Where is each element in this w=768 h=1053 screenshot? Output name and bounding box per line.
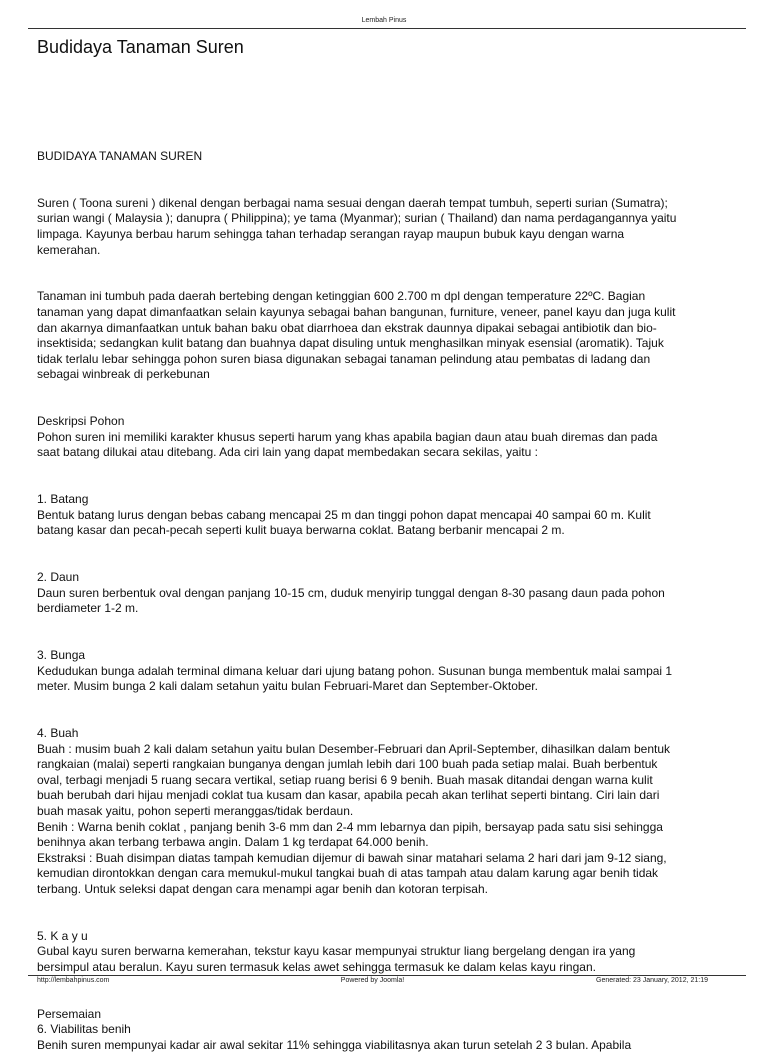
page-title: Budidaya Tanaman Suren <box>37 37 244 57</box>
bunga-section <box>37 648 717 695</box>
text-line: batang kasar dan pecah-pecah seperti kulit buaya berwarna coklat. Batang berbanir mencapai 2 m. <box>37 523 565 538</box>
header-divider <box>28 28 746 29</box>
text-line: bersimpul atau beralun. Kayu suren termasuk kelas awet sehingga termasuk ke dalam kelas kayu ringan. <box>37 959 596 974</box>
section-heading: 5. K a y u <box>37 928 88 943</box>
article-body <box>37 149 717 1053</box>
text-line: limpaga. Kayunya berbau harum sehingga tahan terhadap serangan rayap maupun bubuk kayu dengan warna <box>37 226 625 241</box>
site-name: Lembah Pinus <box>361 17 407 24</box>
text-line: Pohon suren ini memiliki karakter khusus seperti harum yang khas apabila bagian daun atau buah diremas dan pada <box>37 429 658 444</box>
text-line: oval, terbagi menjadi 5 ruang secara vertikal, setiap ruang berisi 6 9 benih. Buah masak ditandai dengan warna kulit <box>37 772 653 787</box>
section-heading: 3. Bunga <box>37 648 86 662</box>
footer-powered-by: Powered by Joomla! <box>340 977 405 984</box>
text-line: Daun suren berbentuk oval dengan panjang 10-15 cm, duduk menyirip tunggal dengan 8-30 pasang daun pada pohon <box>37 585 665 600</box>
text-line: sebagai winbreak di perkebunan <box>37 367 210 382</box>
persemaian-section <box>37 1007 717 1053</box>
subsection-heading: 6. Viabilitas benih <box>37 1022 131 1037</box>
text-line: Gubal kayu suren berwarna kemerahan, tekstur kayu kasar mempunyai struktur liang bergelang dengan ira yang <box>37 944 636 959</box>
text-line: buah masak yaitu, pohon seperti meranggas/tidak berdaun. <box>37 803 354 818</box>
text-line: Kedudukan bunga adalah terminal dimana keluar dari ujung batang pohon. Susunan bunga membentuk malai sampai 1 <box>37 663 673 678</box>
section-heading: Deskripsi Pohon <box>37 414 125 429</box>
batang-section <box>37 492 717 539</box>
text-line: tanaman yang dapat dimanfaatkan selain kayunya sebagai bahan bangunan, furniture, veneer, panel kayu dan juga kulit <box>37 304 676 319</box>
kayu-section <box>37 929 717 976</box>
page-footer <box>37 977 708 987</box>
article-heading: BUDIDAYA TANAMAN SUREN <box>37 149 203 163</box>
section-heading: Persemaian <box>37 1006 102 1021</box>
section-heading: 4. Buah <box>37 725 79 740</box>
intro-paragraph <box>37 196 717 258</box>
text-line: rangkaian (malai) seperti rangkaian bunganya dengan jumlah lebih dari 100 buah pada setiap malai. Buah berbentuk <box>37 757 658 772</box>
deskripsi-section <box>37 414 717 461</box>
text-line: kemudian dirontokkan dengan cara memukul-mukul tangkai buah di atas tampah atau dalam karung agar benih tidak <box>37 866 659 881</box>
buah-section <box>37 726 717 898</box>
section-heading: 1. Batang <box>37 492 89 507</box>
footer-generated-date: Generated: 23 January, 2012, 21:19 <box>596 977 708 984</box>
text-line: Ekstraksi : Buah disimpan diatas tampah kemudian dijemur di bawah sinar matahari selama 2 hari dari jam 9-12 siang, <box>37 850 667 865</box>
text-line: saat batang dilukai atau ditebang. Ada ciri lain yang dapat membedakan secara sekilas, yaitu : <box>37 445 538 460</box>
text-line: Benih suren mempunyai kadar air awal sekitar 11% sehingga viabilitasnya akan turun setelah 2 3 bulan. Apabila <box>37 1037 632 1052</box>
text-line: berdiameter 1-2 m. <box>37 601 139 616</box>
footer-url-link[interactable]: http://lembahpinus.com <box>37 977 110 984</box>
text-line: meter. Musim bunga 2 kali dalam setahun yaitu bulan Februari-Maret dan September-Oktober. <box>37 679 538 694</box>
section-heading: 2. Daun <box>37 570 80 585</box>
text-line: tidak terlalu lebar sehingga pohon suren biasa digunakan sebagai tanaman pelindung atau pembatas di ladang dan <box>37 351 651 366</box>
daun-section <box>37 570 717 617</box>
text-line: Suren ( Toona sureni ) dikenal dengan berbagai nama sesuai dengan daerah tempat tumbuh, seperti surian (Sumatra); <box>37 195 668 210</box>
text-line: Tanaman ini tumbuh pada daerah bertebing dengan ketinggian 600 2.700 m dpl dengan temperature 22ºC. Bagian <box>37 289 646 304</box>
text-line: Buah : musim buah 2 kali dalam setahun yaitu bulan Desember-Februari dan April-September, dihasilkan dalam bentuk <box>37 741 671 756</box>
text-line: Benih : Warna benih coklat , panjang benih 3-6 mm dan 2-4 mm lebarnya dan pipih, bersayap pada satu sisi sehingga <box>37 819 663 834</box>
text-line: kemerahan. <box>37 242 101 257</box>
text-line: insektisida; sedangkan kulit batang dan buahnya dapat disuling untuk menghasilkan minyak esensial (aromatik). Tajuk <box>37 336 664 351</box>
footer-divider <box>28 975 746 976</box>
text-line: terbang. Untuk seleksi dapat dengan cara menampi agar benih dan kotoran terpisah. <box>37 881 488 896</box>
habitat-paragraph <box>37 289 717 383</box>
text-line: Bentuk batang lurus dengan bebas cabang mencapai 25 m dan tinggi pohon dapat mencapai 40 sampai 60 m. Kulit <box>37 507 651 522</box>
text-line: buah berubah dari hijau menjadi coklat tua kusam dan kasar, apabila pecah akan terlihat seperti bintang. Ciri lain dari <box>37 788 660 803</box>
text-line: benihnya akan terbang terbawa angin. Dalam 1 kg terdapat 64.000 benih. <box>37 835 429 850</box>
text-line: dan akarnya dimanfaatkan untuk bahan baku obat diarrhoea dan ekstrak daunnya dipakai sebagai antibiotik dan bio- <box>37 320 657 335</box>
text-line: surian wangi ( Malaysia ); danupra ( Philippina); ye tama (Myanmar); surian ( Thailand) dan nama perdagangannya yaitu <box>37 211 677 226</box>
